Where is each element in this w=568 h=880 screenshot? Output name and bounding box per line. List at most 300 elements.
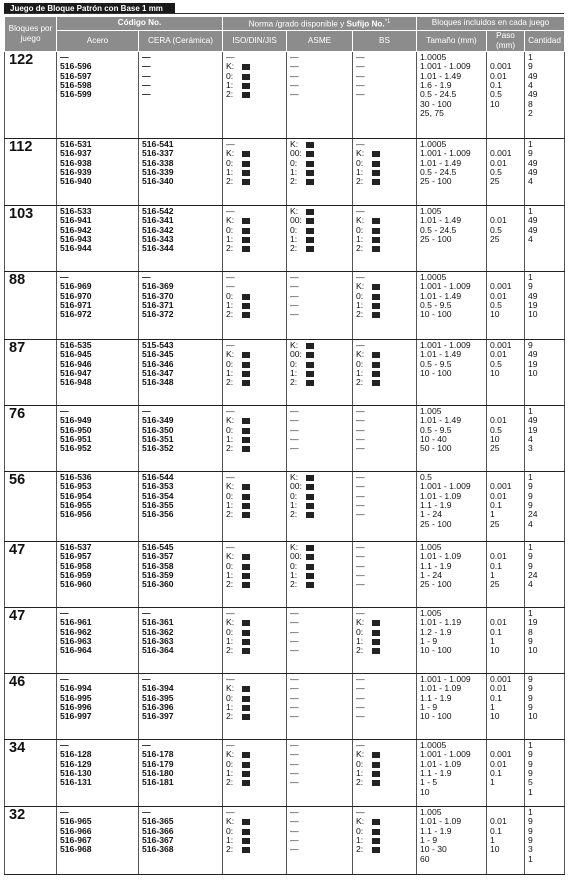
iso-grade-text: 2: bbox=[226, 509, 234, 520]
bs-grade-text: 2: bbox=[356, 176, 364, 187]
code-mark-icon bbox=[372, 218, 380, 224]
steel-code-text: — bbox=[60, 673, 69, 684]
ceramic-code-text: 516-364 bbox=[142, 645, 174, 656]
asme-grade bbox=[290, 235, 350, 244]
bs-grade bbox=[356, 244, 414, 253]
iso-grade bbox=[226, 827, 284, 836]
qty-value-text: 10 bbox=[528, 645, 538, 656]
bs-grade-text: — bbox=[356, 541, 365, 552]
header-iso: ISO/DIN/JIS bbox=[223, 30, 287, 51]
step-value-text: 0.01 bbox=[490, 290, 507, 301]
size-value-cell bbox=[417, 339, 487, 405]
code-mark-icon bbox=[242, 437, 250, 443]
code-mark-icon bbox=[306, 179, 314, 185]
steel-code-text: 516-946 bbox=[60, 358, 92, 369]
size-value-text: 0.5 - 24.5 bbox=[420, 167, 457, 178]
ceramic-code-text: 516-352 bbox=[142, 443, 174, 454]
code-mark-icon bbox=[306, 237, 314, 243]
bs-grade-text: — bbox=[356, 683, 365, 694]
asme-grade-text: 1: bbox=[290, 234, 298, 245]
qty-value bbox=[528, 750, 562, 759]
steel-code-text: 516-939 bbox=[60, 167, 92, 178]
bs-grade bbox=[356, 378, 414, 387]
asme-grade bbox=[290, 808, 350, 817]
bs-grade bbox=[356, 159, 414, 168]
ceramic-code-text: 516-357 bbox=[142, 551, 174, 562]
iso-grade bbox=[226, 609, 284, 618]
step-value-text: 0.001 bbox=[490, 749, 512, 760]
step-value-text: 0.5 bbox=[490, 89, 502, 100]
code-mark-icon bbox=[306, 573, 314, 579]
bs-grade-text: 0: bbox=[356, 358, 364, 369]
step-value bbox=[490, 580, 522, 589]
ceramic-code-text: 516-542 bbox=[142, 205, 174, 216]
size-value-cell bbox=[417, 806, 487, 874]
header-ceramic: CERA (Cerámica) bbox=[139, 30, 223, 51]
code-mark-icon bbox=[242, 228, 250, 234]
steel-code-text: 516-972 bbox=[60, 309, 92, 320]
step-value-text: 10 bbox=[490, 645, 500, 656]
asme-grade-text: — bbox=[290, 70, 299, 81]
iso-grade-text: — bbox=[226, 271, 235, 282]
ceramic-code-text: 516-337 bbox=[142, 148, 174, 159]
ceramic-code-text: 516-354 bbox=[142, 490, 174, 501]
asme-grade bbox=[290, 292, 350, 301]
ceramic-code-text: 516-545 bbox=[142, 541, 174, 552]
code-mark-icon bbox=[242, 446, 250, 452]
iso-grade-text: — bbox=[226, 138, 235, 149]
qty-value bbox=[528, 827, 562, 836]
gauge-block-sets-table bbox=[4, 16, 565, 875]
bs-grade-cell bbox=[353, 541, 417, 607]
step-value-text: 0.01 bbox=[490, 70, 507, 81]
size-value-text: 1.0005 bbox=[420, 138, 447, 149]
iso-grade-text: — bbox=[226, 806, 235, 817]
steel-code-text: — bbox=[60, 51, 69, 62]
size-value-text: 1.005 bbox=[420, 541, 442, 552]
bs-grade bbox=[356, 140, 414, 149]
ceramic-code-text: 516-343 bbox=[142, 234, 174, 245]
qty-value-text: 10 bbox=[528, 368, 538, 379]
asme-grade-text: 0: bbox=[290, 224, 298, 235]
size-value-text: 0.5 - 9.5 bbox=[420, 358, 452, 369]
ceramic-code bbox=[142, 62, 220, 71]
iso-grade-text: — bbox=[226, 607, 235, 618]
bs-grade-text: K: bbox=[356, 349, 365, 360]
qty-value bbox=[528, 712, 562, 721]
ceramic-code bbox=[142, 646, 220, 655]
size-value bbox=[420, 177, 484, 186]
iso-grade bbox=[226, 235, 284, 244]
asme-grade bbox=[290, 482, 350, 491]
iso-grade-text: — bbox=[226, 673, 235, 684]
iso-grade bbox=[226, 769, 284, 778]
blocks-per-set: 32 bbox=[5, 806, 57, 874]
iso-grade-text: K: bbox=[226, 148, 235, 159]
step-value-text: 0.1 bbox=[490, 560, 502, 571]
iso-grade-text: 2: bbox=[226, 243, 234, 254]
iso-grade-cell bbox=[223, 541, 287, 607]
qty-value-text: 4 bbox=[528, 80, 533, 91]
asme-grade bbox=[290, 72, 350, 81]
step-value-text: 25 bbox=[490, 579, 500, 590]
step-value-text: 25 bbox=[490, 443, 500, 454]
bs-grade-text: — bbox=[356, 51, 365, 62]
qty-value-text: 9 bbox=[528, 825, 533, 836]
step-value-text: 0.01 bbox=[490, 758, 507, 769]
size-value-text: 1.01 - 1.09 bbox=[420, 683, 462, 694]
asme-grade bbox=[290, 301, 350, 310]
iso-grade bbox=[226, 216, 284, 225]
steel-code-cell bbox=[57, 541, 139, 607]
qty-value-cell bbox=[525, 405, 565, 471]
step-value-text: 10 bbox=[490, 309, 500, 320]
step-value-text: 25 bbox=[490, 518, 500, 529]
size-value-cell bbox=[417, 673, 487, 739]
asme-grade bbox=[290, 827, 350, 836]
iso-grade bbox=[226, 675, 284, 684]
bs-grade-cell bbox=[353, 405, 417, 471]
qty-value bbox=[528, 492, 562, 501]
qty-value-text: 9 bbox=[528, 281, 533, 292]
code-mark-icon bbox=[242, 705, 250, 711]
size-value-text: 10 - 100 bbox=[420, 309, 452, 320]
iso-grade-text: — bbox=[226, 541, 235, 552]
steel-code-text: 516-957 bbox=[60, 551, 92, 562]
steel-code-text: 516-950 bbox=[60, 424, 92, 435]
ceramic-code-text: 516-344 bbox=[142, 243, 174, 254]
qty-value-text: 9 bbox=[528, 673, 533, 684]
ceramic-code-cell bbox=[139, 739, 223, 806]
qty-value-text: 9 bbox=[528, 560, 533, 571]
asme-grade-text: — bbox=[290, 61, 299, 72]
iso-grade-text: 0: bbox=[226, 224, 234, 235]
iso-grade bbox=[226, 341, 284, 350]
size-value bbox=[420, 520, 484, 529]
step-value-text: 10 bbox=[490, 98, 500, 109]
steel-code-text: 516-535 bbox=[60, 339, 92, 350]
ceramic-code-text: — bbox=[142, 673, 151, 684]
qty-value bbox=[528, 72, 562, 81]
iso-grade-text: 1: bbox=[226, 368, 234, 379]
ceramic-code bbox=[142, 244, 220, 253]
ceramic-code-text: 516-395 bbox=[142, 692, 174, 703]
ceramic-code-text: 516-397 bbox=[142, 711, 174, 722]
bs-grade-text: — bbox=[356, 490, 365, 501]
steel-code-text: 516-971 bbox=[60, 300, 92, 311]
bs-grade-text: 1: bbox=[356, 300, 364, 311]
ceramic-code-cell bbox=[139, 205, 223, 271]
step-value-text: 1 bbox=[490, 570, 495, 581]
code-mark-icon bbox=[372, 237, 380, 243]
iso-grade bbox=[226, 473, 284, 482]
steel-code bbox=[60, 646, 136, 655]
asme-grade-text: — bbox=[290, 626, 299, 637]
bs-grade bbox=[356, 273, 414, 282]
size-value-text: 30 - 100 bbox=[420, 98, 452, 109]
qty-value-text: 49 bbox=[528, 70, 538, 81]
code-mark-icon bbox=[306, 564, 314, 570]
size-value-cell bbox=[417, 541, 487, 607]
steel-code-text: 516-941 bbox=[60, 215, 92, 226]
qty-value bbox=[528, 177, 562, 186]
step-value bbox=[490, 845, 522, 854]
ceramic-code-cell bbox=[139, 673, 223, 739]
step-value-text: 10 bbox=[490, 711, 500, 722]
iso-grade bbox=[226, 53, 284, 62]
bs-grade bbox=[356, 226, 414, 235]
iso-grade-text: 1: bbox=[226, 702, 234, 713]
qty-value bbox=[528, 435, 562, 444]
code-mark-icon bbox=[242, 620, 250, 626]
qty-value-text: 3 bbox=[528, 443, 533, 454]
bs-grade-text: — bbox=[356, 339, 365, 350]
step-value-text: 0.01 bbox=[490, 683, 507, 694]
qty-value bbox=[528, 675, 562, 684]
ceramic-code-text: 516-351 bbox=[142, 434, 174, 445]
asme-grade-text: 00: bbox=[290, 148, 302, 159]
size-value-text: 10 bbox=[420, 786, 430, 797]
blocks-per-set: 46 bbox=[5, 673, 57, 739]
code-mark-icon bbox=[306, 554, 314, 560]
step-value-text: 1 bbox=[490, 702, 495, 713]
size-value bbox=[420, 444, 484, 453]
asme-grade-text: 0: bbox=[290, 358, 298, 369]
qty-value-text: 8 bbox=[528, 626, 533, 637]
code-mark-icon bbox=[242, 696, 250, 702]
asme-grade-text: 1: bbox=[290, 368, 298, 379]
asme-grade bbox=[290, 646, 350, 655]
iso-grade-text: — bbox=[226, 339, 235, 350]
iso-grade-text: 2: bbox=[226, 377, 234, 388]
qty-value-text: 1 bbox=[528, 786, 533, 797]
step-value-text: 0.001 bbox=[490, 281, 512, 292]
size-value-cell bbox=[417, 138, 487, 205]
ceramic-code bbox=[142, 53, 220, 62]
steel-code-text: 516-130 bbox=[60, 768, 92, 779]
size-value-text: 1.005 bbox=[420, 405, 442, 416]
asme-grade-text: 1: bbox=[290, 570, 298, 581]
bs-grade bbox=[356, 827, 414, 836]
ceramic-code-cell bbox=[139, 541, 223, 607]
iso-grade-text: 0: bbox=[226, 692, 234, 703]
step-value-text: 0.1 bbox=[490, 768, 502, 779]
iso-grade-cell bbox=[223, 339, 287, 405]
bs-grade-text: — bbox=[356, 443, 365, 454]
ceramic-code-cell bbox=[139, 806, 223, 874]
code-mark-icon bbox=[306, 582, 314, 588]
iso-grade-text: 0: bbox=[226, 70, 234, 81]
qty-value bbox=[528, 778, 562, 787]
size-value-cell bbox=[417, 471, 487, 541]
size-value-text: 1.01 - 1.49 bbox=[420, 215, 462, 226]
step-value-text: 0.5 bbox=[490, 300, 502, 311]
steel-code-text: 516-942 bbox=[60, 224, 92, 235]
code-mark-icon bbox=[306, 503, 314, 509]
asme-grade bbox=[290, 360, 350, 369]
asme-grade bbox=[290, 244, 350, 253]
code-mark-icon bbox=[372, 838, 380, 844]
qty-value bbox=[528, 510, 562, 519]
asme-grade-cell bbox=[287, 806, 353, 874]
size-value-text: 1.6 - 1.9 bbox=[420, 80, 452, 91]
size-value-text: 1.0005 bbox=[420, 271, 447, 282]
bs-grade bbox=[356, 741, 414, 750]
asme-grade-text: — bbox=[290, 692, 299, 703]
asme-grade-text: — bbox=[290, 415, 299, 426]
asme-grade bbox=[290, 177, 350, 186]
asme-grade bbox=[290, 750, 350, 759]
asme-grade bbox=[290, 628, 350, 637]
steel-code-text: 516-958 bbox=[60, 560, 92, 571]
ceramic-code bbox=[142, 177, 220, 186]
qty-value-text: 5 bbox=[528, 777, 533, 788]
bs-grade bbox=[356, 609, 414, 618]
ceramic-code-text: — bbox=[142, 739, 151, 750]
steel-code-text: 516-533 bbox=[60, 205, 92, 216]
size-value-text: 1.01 - 1.09 bbox=[420, 816, 462, 827]
code-mark-icon bbox=[242, 630, 250, 636]
qty-value-text: 9 bbox=[528, 749, 533, 760]
qty-value bbox=[528, 684, 562, 693]
bs-grade-text: — bbox=[356, 89, 365, 100]
bs-grade-text: 0: bbox=[356, 290, 364, 301]
code-mark-icon bbox=[372, 303, 380, 309]
qty-value bbox=[528, 520, 562, 529]
steel-code-cell bbox=[57, 405, 139, 471]
ceramic-code-text: 516-372 bbox=[142, 309, 174, 320]
asme-grade-text: — bbox=[290, 290, 299, 301]
asme-grade-cell bbox=[287, 541, 353, 607]
qty-value bbox=[528, 100, 562, 109]
iso-grade bbox=[226, 292, 284, 301]
ceramic-code-text: 516-360 bbox=[142, 579, 174, 590]
iso-grade bbox=[226, 407, 284, 416]
qty-value bbox=[528, 426, 562, 435]
code-mark-icon bbox=[372, 620, 380, 626]
bs-grade-text: 1: bbox=[356, 167, 364, 178]
bs-grade bbox=[356, 149, 414, 158]
bs-grade-text: — bbox=[356, 471, 365, 482]
size-value-text: 1.2 - 1.9 bbox=[420, 626, 452, 637]
iso-grade bbox=[226, 637, 284, 646]
ceramic-code-text: 516-346 bbox=[142, 358, 174, 369]
bs-grade-text: 2: bbox=[356, 309, 364, 320]
steel-code bbox=[60, 778, 136, 787]
bs-grade-text: 2: bbox=[356, 243, 364, 254]
header-included-blocks: Bloques incluidos en cada juego bbox=[417, 17, 565, 31]
qty-value bbox=[528, 817, 562, 826]
iso-grade-text: 0: bbox=[226, 157, 234, 168]
ceramic-code-text: — bbox=[142, 70, 151, 81]
steel-code bbox=[60, 244, 136, 253]
asme-grade bbox=[290, 168, 350, 177]
code-mark-icon bbox=[242, 92, 250, 98]
bs-grade bbox=[356, 90, 414, 99]
steel-code-text: 516-961 bbox=[60, 617, 92, 628]
iso-grade bbox=[226, 369, 284, 378]
qty-value-text: 9 bbox=[528, 148, 533, 159]
step-value bbox=[490, 235, 522, 244]
iso-grade-text: 2: bbox=[226, 89, 234, 100]
asme-grade-text: — bbox=[290, 607, 299, 618]
size-value-text: 0.5 bbox=[420, 471, 432, 482]
asme-grade-text: 0: bbox=[290, 560, 298, 571]
iso-grade-text: 0: bbox=[226, 490, 234, 501]
iso-grade-text: K: bbox=[226, 551, 235, 562]
ceramic-code-text: — bbox=[142, 806, 151, 817]
code-mark-icon bbox=[372, 151, 380, 157]
asme-grade-text: — bbox=[290, 434, 299, 445]
size-value-text: 1 - 24 bbox=[420, 509, 442, 520]
steel-code-text: 516-943 bbox=[60, 234, 92, 245]
step-value-text: 25 bbox=[490, 176, 500, 187]
blocks-per-set: 47 bbox=[5, 541, 57, 607]
code-mark-icon bbox=[306, 209, 314, 215]
qty-value bbox=[528, 760, 562, 769]
qty-value-text: 19 bbox=[528, 358, 538, 369]
qty-value-cell bbox=[525, 806, 565, 874]
table-row bbox=[5, 51, 565, 138]
asme-grade bbox=[290, 216, 350, 225]
iso-grade-text: 2: bbox=[226, 777, 234, 788]
asme-grade bbox=[290, 90, 350, 99]
iso-grade bbox=[226, 778, 284, 787]
steel-code-text: — bbox=[60, 739, 69, 750]
step-value-text: 10 bbox=[490, 434, 500, 445]
bs-grade-text: 1: bbox=[356, 234, 364, 245]
steel-code-text: — bbox=[60, 806, 69, 817]
table-row bbox=[5, 541, 565, 607]
asme-grade-text: K: bbox=[290, 471, 299, 482]
bs-grade bbox=[356, 292, 414, 301]
code-mark-icon bbox=[306, 380, 314, 386]
ceramic-code-text: 516-181 bbox=[142, 777, 174, 788]
blocks-per-set: 34 bbox=[5, 739, 57, 806]
blocks-per-set: 112 bbox=[5, 138, 57, 205]
size-value-cell bbox=[417, 739, 487, 806]
ceramic-code-text: 516-348 bbox=[142, 377, 174, 388]
step-value-cell bbox=[487, 339, 525, 405]
code-mark-icon bbox=[242, 362, 250, 368]
iso-grade-text: 2: bbox=[226, 645, 234, 656]
code-mark-icon bbox=[242, 218, 250, 224]
code-mark-icon bbox=[242, 179, 250, 185]
bs-grade bbox=[356, 845, 414, 854]
code-mark-icon bbox=[242, 752, 250, 758]
code-mark-icon bbox=[306, 512, 314, 518]
ceramic-code-text: 516-179 bbox=[142, 758, 174, 769]
code-mark-icon bbox=[242, 294, 250, 300]
iso-grade bbox=[226, 301, 284, 310]
steel-code-text: 516-597 bbox=[60, 70, 92, 81]
qty-value bbox=[528, 109, 562, 118]
ceramic-code bbox=[142, 310, 220, 319]
ceramic-code-text: 516-361 bbox=[142, 617, 174, 628]
bs-grade bbox=[356, 769, 414, 778]
qty-value-text: 19 bbox=[528, 300, 538, 311]
asme-grade-cell bbox=[287, 205, 353, 271]
step-value-text: 0.01 bbox=[490, 816, 507, 827]
asme-grade-text: 0: bbox=[290, 157, 298, 168]
code-mark-icon bbox=[372, 630, 380, 636]
qty-value-text: 24 bbox=[528, 509, 538, 520]
bs-grade-text: — bbox=[356, 692, 365, 703]
code-mark-icon bbox=[242, 371, 250, 377]
size-value-text: 60 bbox=[420, 853, 430, 864]
iso-grade-text: 0: bbox=[226, 758, 234, 769]
qty-value-text: 9 bbox=[528, 339, 533, 350]
